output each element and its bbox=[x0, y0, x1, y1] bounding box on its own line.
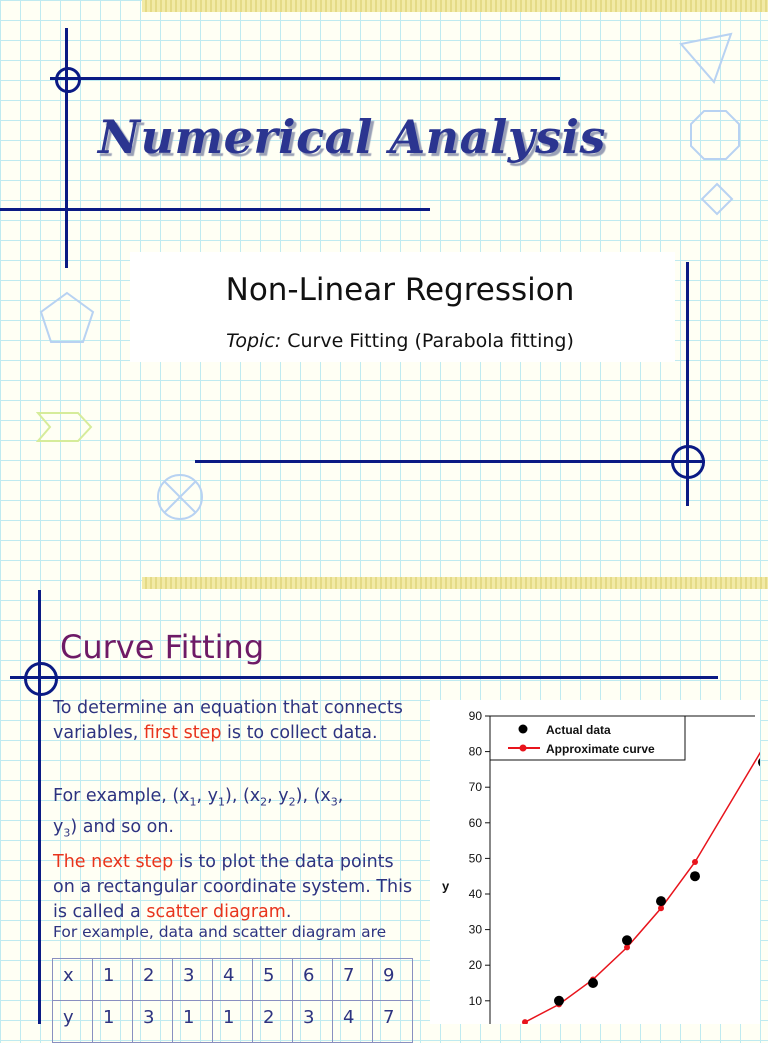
para1-highlight: first step bbox=[143, 723, 222, 743]
topic-text: Curve Fitting (Parabola fitting) bbox=[281, 330, 574, 352]
slide2-circle bbox=[24, 662, 58, 696]
curve-point bbox=[624, 944, 630, 950]
legend-marker-curve bbox=[520, 745, 527, 752]
paragraph-first-step bbox=[53, 696, 413, 746]
slide1-circle-bottom bbox=[671, 445, 705, 479]
chevron-arrow-outline-icon bbox=[36, 410, 94, 444]
slide1-hline-top bbox=[50, 77, 560, 80]
top-decorative-band bbox=[142, 0, 768, 12]
y-tick-label: 10 bbox=[468, 993, 482, 1008]
table-cell: 4 bbox=[213, 959, 253, 1001]
para2-sub5: 3 bbox=[330, 795, 338, 809]
table-cell: 3 bbox=[133, 1001, 173, 1043]
curve-point bbox=[658, 905, 664, 911]
paragraph-example bbox=[53, 784, 413, 845]
legend-marker-actual bbox=[519, 725, 528, 734]
curve-point bbox=[522, 1019, 528, 1024]
para2-h: ) and so on. bbox=[70, 816, 174, 837]
para3-highlight-a: The next step bbox=[53, 852, 174, 872]
mid-decorative-band bbox=[142, 577, 768, 589]
legend-label-actual: Actual data bbox=[546, 723, 611, 737]
slide2-hline bbox=[10, 676, 718, 679]
paragraph-next-step bbox=[53, 850, 413, 925]
y-tick-label: 60 bbox=[468, 815, 482, 830]
pentagon-outline-icon bbox=[38, 290, 96, 346]
para2-sub4: 2 bbox=[288, 795, 296, 809]
table-cell: 7 bbox=[373, 1001, 413, 1043]
paragraph-for-example: For example, data and scatter diagram are bbox=[53, 923, 387, 941]
para2-c: ), (x bbox=[225, 786, 261, 806]
y-tick-label: 50 bbox=[468, 851, 482, 866]
para2-d: , y bbox=[267, 786, 289, 806]
para2-f: , bbox=[337, 786, 344, 806]
para3-b: is to plot the data points on a rectangular coordinate system. This is called a bbox=[53, 852, 413, 922]
actual-data-point bbox=[690, 871, 700, 881]
para1-text-c: is to collect data. bbox=[221, 723, 378, 743]
scatter-chart-panel bbox=[430, 700, 760, 1024]
para2-sub3: 2 bbox=[260, 795, 268, 809]
actual-data-point bbox=[656, 896, 666, 906]
y-tick-label: 20 bbox=[468, 958, 482, 973]
para1-text-a: To determine an equation that connects variables, bbox=[53, 698, 403, 743]
para2-sub2: 1 bbox=[218, 795, 226, 809]
slide1-vline-left bbox=[65, 28, 68, 268]
actual-data-point bbox=[622, 935, 632, 945]
para3-d: . bbox=[285, 902, 292, 922]
para2-sub6: 3 bbox=[63, 826, 71, 839]
curve-point bbox=[692, 859, 698, 865]
y-tick-label: 90 bbox=[468, 709, 482, 723]
table-cell: 9 bbox=[373, 959, 413, 1001]
actual-data-point bbox=[554, 996, 564, 1006]
y-tick-label: 80 bbox=[468, 744, 482, 759]
table-cell: 7 bbox=[333, 959, 373, 1001]
data-table bbox=[52, 958, 413, 1043]
table-cell: 1 bbox=[93, 1001, 133, 1043]
topic-line bbox=[130, 330, 670, 352]
table-cell: y bbox=[53, 1001, 93, 1043]
table-cell: 5 bbox=[253, 959, 293, 1001]
table-cell: 1 bbox=[213, 1001, 253, 1043]
y-tick-label: 70 bbox=[468, 780, 482, 795]
curve-series-line bbox=[525, 748, 760, 1022]
table-cell: 3 bbox=[293, 1001, 333, 1043]
slide-subtitle: Non-Linear Regression bbox=[225, 272, 575, 308]
table-row bbox=[53, 959, 413, 1001]
section-title: Curve Fitting bbox=[60, 628, 265, 666]
para3-highlight-c: scatter diagram bbox=[146, 902, 286, 922]
table-cell: 1 bbox=[173, 1001, 213, 1043]
slide1-hline-mid bbox=[0, 208, 430, 211]
table-cell: x bbox=[53, 959, 93, 1001]
actual-data-point bbox=[588, 978, 598, 988]
y-axis-label: y bbox=[442, 878, 450, 894]
y-tick-label: 30 bbox=[468, 922, 482, 937]
circle-cross-outline-icon bbox=[155, 472, 205, 522]
triangle-outline-icon bbox=[676, 30, 736, 88]
page-title: Numerical Analysis bbox=[98, 110, 606, 164]
table-cell: 6 bbox=[293, 959, 333, 1001]
legend-label-curve: Approximate curve bbox=[546, 742, 655, 756]
actual-data-point bbox=[758, 757, 760, 767]
diamond-outline-icon bbox=[700, 182, 734, 216]
para2-sub1: 1 bbox=[189, 795, 197, 809]
slide1-circle-top bbox=[55, 67, 81, 93]
table-cell: 1 bbox=[93, 959, 133, 1001]
slide2-vline-left bbox=[38, 590, 41, 1024]
para2-e: ), (x bbox=[295, 786, 331, 806]
para2-a: For example, (x bbox=[53, 786, 190, 806]
table-cell: 2 bbox=[133, 959, 173, 1001]
table-cell: 2 bbox=[253, 1001, 293, 1043]
scatter-chart bbox=[430, 700, 760, 1024]
octagon-outline-icon bbox=[688, 108, 742, 162]
table-row bbox=[53, 1001, 413, 1043]
table-cell: 3 bbox=[173, 959, 213, 1001]
topic-label: Topic: bbox=[226, 330, 282, 352]
para2-b: , y bbox=[196, 786, 219, 806]
para2-g: y bbox=[53, 816, 64, 837]
table-cell: 4 bbox=[333, 1001, 373, 1043]
slide1-hline-bottom bbox=[195, 460, 705, 463]
y-tick-label: 40 bbox=[468, 887, 482, 901]
